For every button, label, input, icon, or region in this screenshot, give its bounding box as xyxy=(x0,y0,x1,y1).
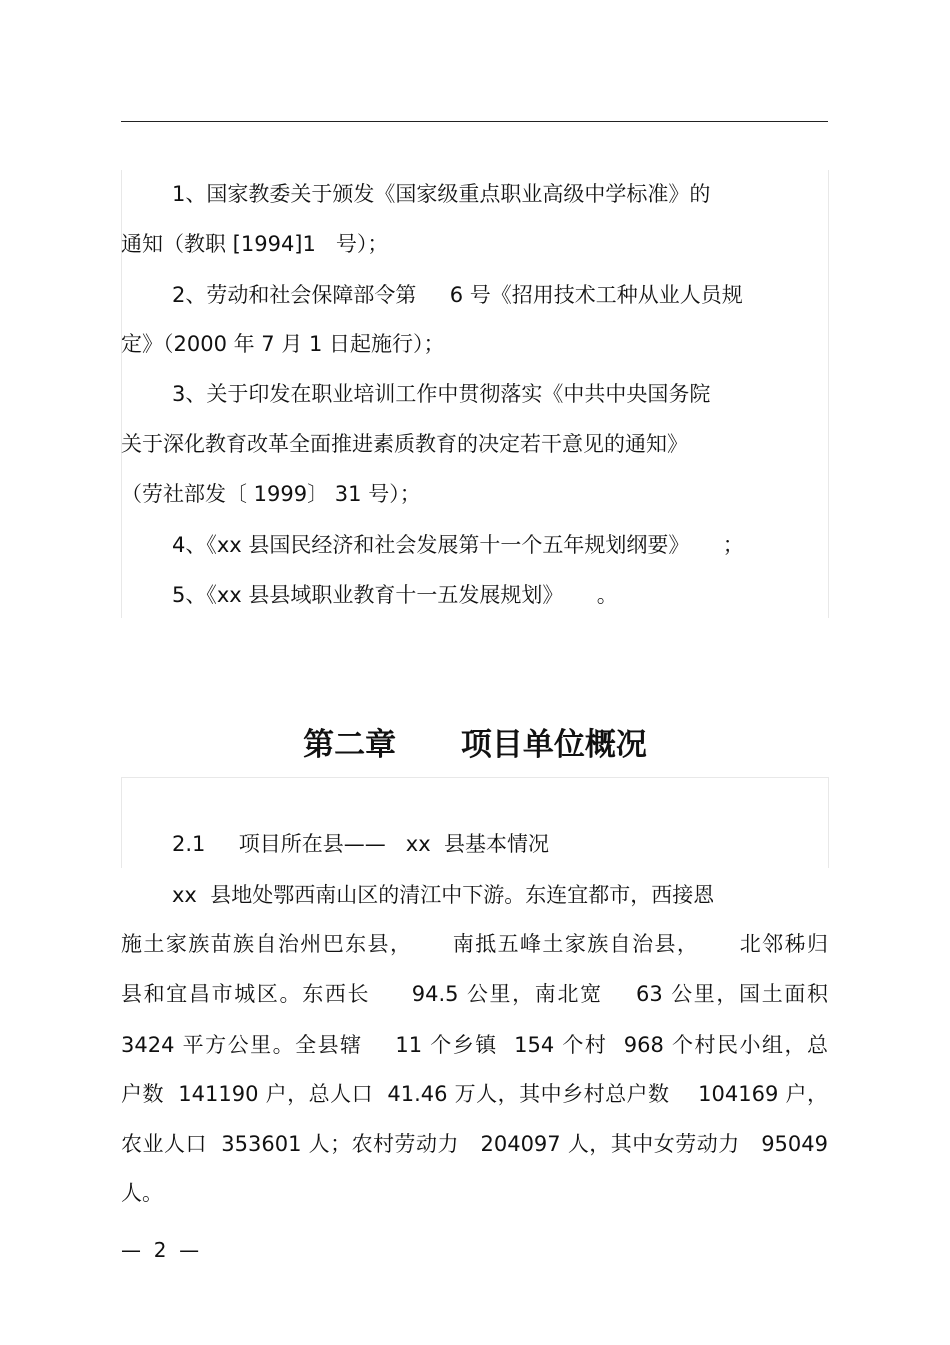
reference-item-4: 4、《xx 县国民经济和社会发展第十一个五年规划纲要》 ； xyxy=(172,533,744,557)
reference-item-2-line-1: 2、劳动和社会保障部令第 6 号《招用技术工种从业人员规 xyxy=(172,283,743,307)
reference-item-3-line-1: 3、关于印发在职业培训工作中贯彻落实《中共中央国务院 xyxy=(172,382,711,406)
section-heading: 2.1 项目所在县—— xx 县基本情况 xyxy=(172,832,550,856)
header-rule xyxy=(121,121,828,122)
reference-item-3-line-3: （劳社部发〔 1999〕 31 号）； xyxy=(121,482,421,506)
chapter-title: 第二章 项目单位概况 xyxy=(303,727,647,763)
reference-item-5: 5、《xx 县县域职业教育十一五发展规划》 。 xyxy=(172,583,618,607)
section-body-line-3: 县和宜昌市城区。东西长 94.5 公里，南北宽 63 公里，国土面积 xyxy=(121,982,828,1006)
section-body-line-4: 3424 平方公里。全县辖 11 个乡镇 154 个村 968 个村民小组，总 xyxy=(121,1033,828,1057)
section-body-line-7: 人。 xyxy=(121,1181,163,1205)
section-body-line-2: 施土家族苗族自治州巴东县， 南抵五峰土家族自治县， 北邻秭归 xyxy=(121,932,828,956)
reference-item-3-line-2: 关于深化教育改革全面推进素质教育的决定若干意见的通知》 xyxy=(121,432,688,456)
reference-item-1-line-1: 1、国家教委关于颁发《国家级重点职业高级中学标准》的 xyxy=(172,182,711,206)
section-body-line-5: 户数 141190 户，总人口 41.46 万人，其中乡村总户数 104169 户， xyxy=(121,1082,828,1106)
reference-item-2-line-2: 定》（2000 年 7 月 1 日起施行）； xyxy=(121,332,445,356)
page-number: — 2 — xyxy=(121,1238,200,1262)
section-body-line-1: xx 县地处鄂西南山区的清江中下游。东连宜都市，西接恩 xyxy=(172,883,715,907)
section-body-line-6: 农业人口 353601 人；农村劳动力 204097 人，其中女劳动力 95049 xyxy=(121,1132,828,1156)
reference-item-1-line-2: 通知（教职 [1994]1 号）； xyxy=(121,232,389,256)
